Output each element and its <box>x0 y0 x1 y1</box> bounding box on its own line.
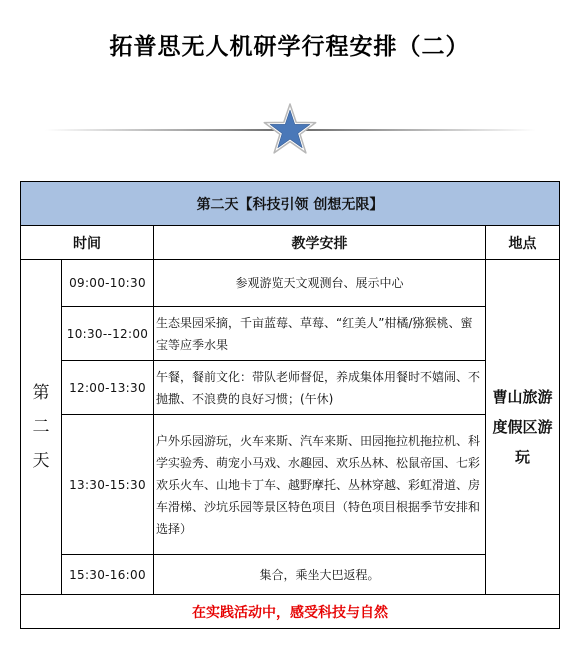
table-row <box>21 260 560 307</box>
star-divider <box>0 100 579 160</box>
divider-line-right <box>306 129 536 131</box>
table-row <box>21 307 560 361</box>
time-cell: 09:00-10:30 <box>62 260 154 307</box>
activity-cell: 集合，乘坐大巴返程。 <box>154 555 486 595</box>
activity-cell: 参观游览天文观测台、展示中心 <box>154 260 486 307</box>
divider-line-left <box>45 129 275 131</box>
day-label <box>21 260 62 595</box>
star-icon <box>264 104 315 153</box>
time-cell: 13:30-15:30 <box>62 415 154 555</box>
location-text: 曹山旅游度假区游玩 <box>492 388 553 466</box>
activity-cell: 生态果园采摘，千亩蓝莓、草莓、“红美人”柑橘/猕猴桃、蜜宝等应季水果 <box>154 307 486 361</box>
location-cell <box>486 260 560 595</box>
schedule-table <box>20 181 560 629</box>
time-cell: 10:30--12:00 <box>62 307 154 361</box>
day-label-text: 第二天 <box>32 383 50 471</box>
day-header: 第二天【科技引领 创想无限】 <box>21 182 560 226</box>
column-header-activity: 教学安排 <box>154 226 486 260</box>
page-title: 拓普思无人机研学行程安排（二） <box>109 33 470 60</box>
footer-slogan: 在实践活动中，感受科技与自然 <box>21 595 560 629</box>
column-header-time: 时间 <box>21 226 154 260</box>
table-row <box>21 415 560 555</box>
footer-row <box>21 595 560 629</box>
activity-cell: 午餐，餐前文化：带队老师督促，养成集体用餐时不嬉闹、不抛撒、不浪费的良好习惯；(午休) <box>154 361 486 415</box>
day-header-row <box>21 182 560 226</box>
table-row <box>21 555 560 595</box>
time-cell: 12:00-13:30 <box>62 361 154 415</box>
table-row <box>21 361 560 415</box>
activity-cell: 户外乐园游玩，火车来斯、汽车来斯、田园拖拉机拖拉机、科学实验秀、萌宠小马戏、水趣园、欢乐丛林、松鼠帝国、七彩欢乐火车、山地卡丁车、越野摩托、丛林穿越、彩虹滑道、房车滑梯、沙坑乐园等景区特色项目（特色项目根据季节安排和选择） <box>154 415 486 555</box>
time-cell: 15:30-16:00 <box>62 555 154 595</box>
column-header-row <box>21 226 560 260</box>
column-header-location: 地点 <box>486 226 560 260</box>
